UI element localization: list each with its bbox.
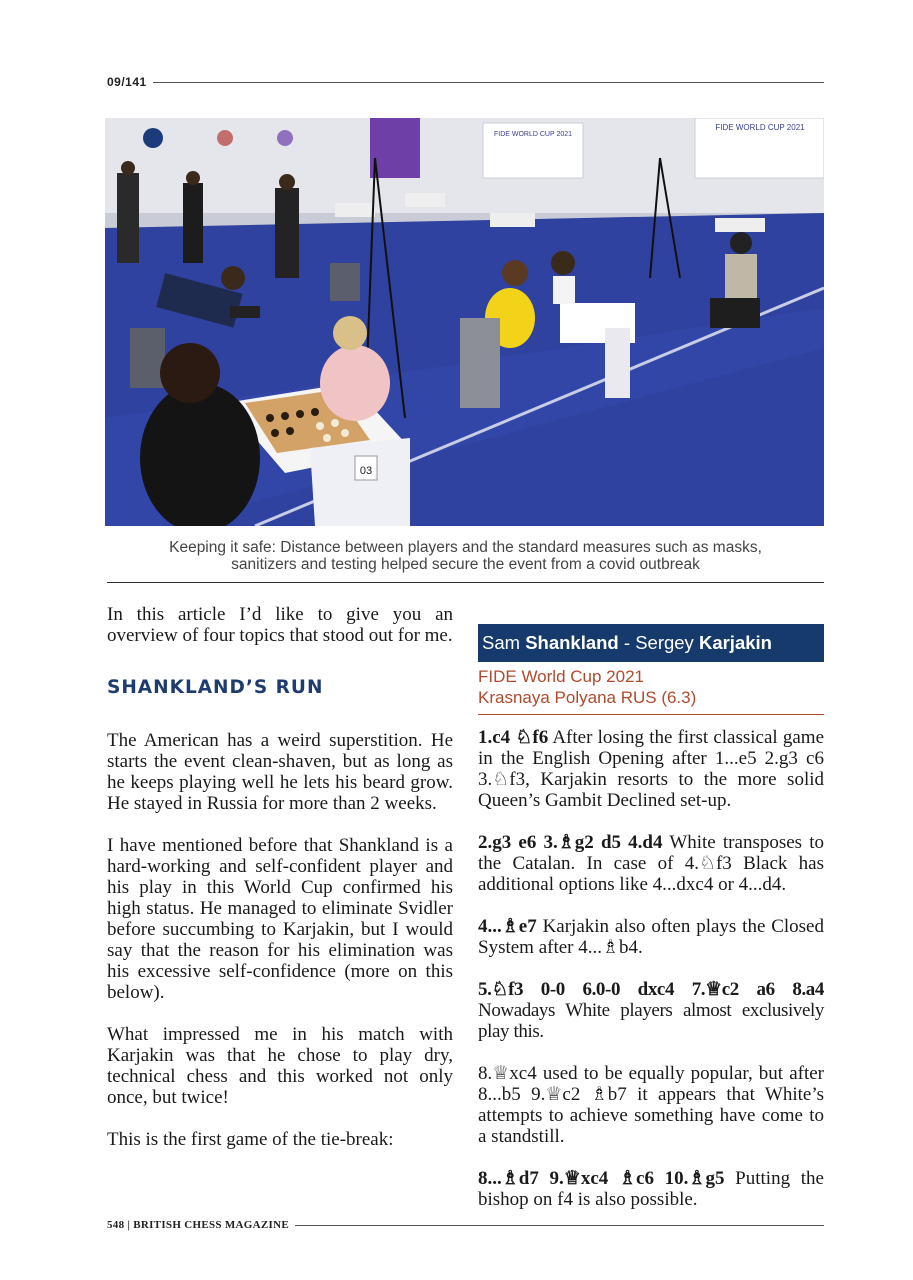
body-paragraph-2: I have mentioned before that Shankland is a hard-working and self-confident player and his play in this World Cup confirmed his high status. He managed to eliminate Svidler before succumbing to Karjakin, but I would say that the reason for his elimination was his excessive self-confidence (more on this below). <box>107 835 453 1003</box>
photo-caption <box>107 539 824 573</box>
footer-rule <box>295 1225 824 1226</box>
moves-bold-6: 8...♗d7 9.♕xc4 ♗c6 10.♗g5 <box>478 1168 725 1189</box>
white-last-name: Shankland <box>525 632 619 653</box>
caption-rule <box>107 582 824 583</box>
moves-text-4: Nowadays White players almost exclusively play this. <box>478 1000 824 1042</box>
banner-text-2: FIDE WORLD CUP 2021 <box>715 123 805 132</box>
page-counter: 09/141 <box>107 75 147 89</box>
moves-bold-2: 2.g3 e6 3.♗g2 d5 4.d4 <box>478 832 663 853</box>
move-block-5 <box>478 1063 824 1147</box>
moves-bold-1: 1.c4 ♘f6 <box>478 727 549 748</box>
header-rule <box>153 82 824 83</box>
players-separator: - Sergey <box>618 632 699 653</box>
right-column <box>478 624 824 1231</box>
body-paragraph-4: This is the first game of the tie-break: <box>107 1129 394 1150</box>
tournament-photo <box>105 118 824 526</box>
move-block-1 <box>478 727 824 811</box>
moves-text-3: Karjakin also often plays the Closed System after 4...♗b4. <box>478 916 824 958</box>
moves-text-1: After losing the first classical game in the English Opening after 1...e5 2.g3 c6 3.♘f3, Karjakin resorts to the more solid Queen’s Gambit Declined set-up. <box>478 727 825 811</box>
footer-text: 548 | BRITISH CHESS MAGAZINE <box>107 1219 289 1231</box>
table-number: 03 <box>359 465 373 477</box>
move-block-3 <box>478 916 824 958</box>
game-moves <box>478 727 824 1210</box>
black-last-name: Karjakin <box>698 632 772 653</box>
page-header <box>107 73 824 91</box>
move-block-2 <box>478 832 824 895</box>
move-block-6 <box>478 1168 824 1210</box>
move-block-4 <box>478 979 824 1042</box>
event-round: Krasnaya Polyana RUS (6.3) <box>478 688 697 707</box>
moves-text-5: 8.♕xc4 used to be equally popular, but after 8...b5 9.♕c2 ♗b7 it appears that White’s attempts to achieve something have come to a standstill. <box>478 1063 824 1147</box>
left-column <box>107 604 453 1171</box>
photo-illustration <box>105 118 824 526</box>
event-name: FIDE World Cup 2021 <box>478 667 644 686</box>
moves-text-2: White transposes to the Catalan. In case of 4.♘f3 Black has additional options like 4...dxc4 or 4...d4. <box>478 832 824 895</box>
section-title: SHANKLAND’S RUN <box>107 677 324 698</box>
body-paragraph-1: The American has a weird superstition. He starts the event clean-shaven, but as long as he keeps playing well he lets his beard grow. He stayed in Russia for more than 2 weeks. <box>107 730 453 814</box>
white-first-name: Sam <box>482 632 526 653</box>
moves-bold-3: 4...♗e7 <box>478 916 537 937</box>
event-rule <box>478 714 824 715</box>
moves-text-6: Putting the bishop on f4 is also possible. <box>478 1168 824 1210</box>
caption-line-2: sanitizers and testing helped secure the event from a covid outbreak <box>231 556 700 573</box>
caption-line-1: Keeping it safe: Distance between players and the standard measures such as masks, <box>169 539 762 556</box>
game-header <box>478 624 824 662</box>
event-info <box>478 666 824 708</box>
intro-paragraph: In this article I’d like to give you an overview of four topics that stood out for me. <box>107 604 453 646</box>
banner-text-1: FIDE WORLD CUP 2021 <box>493 131 573 138</box>
page-footer <box>107 1217 824 1233</box>
body-paragraph-3: What impressed me in his match with Karjakin was that he chose to play dry, technical chess and this worked not only once, but twice! <box>107 1024 453 1108</box>
moves-bold-4: 5.♘f3 0-0 6.0-0 dxc4 7.♕c2 a6 8.a4 <box>478 979 824 1000</box>
